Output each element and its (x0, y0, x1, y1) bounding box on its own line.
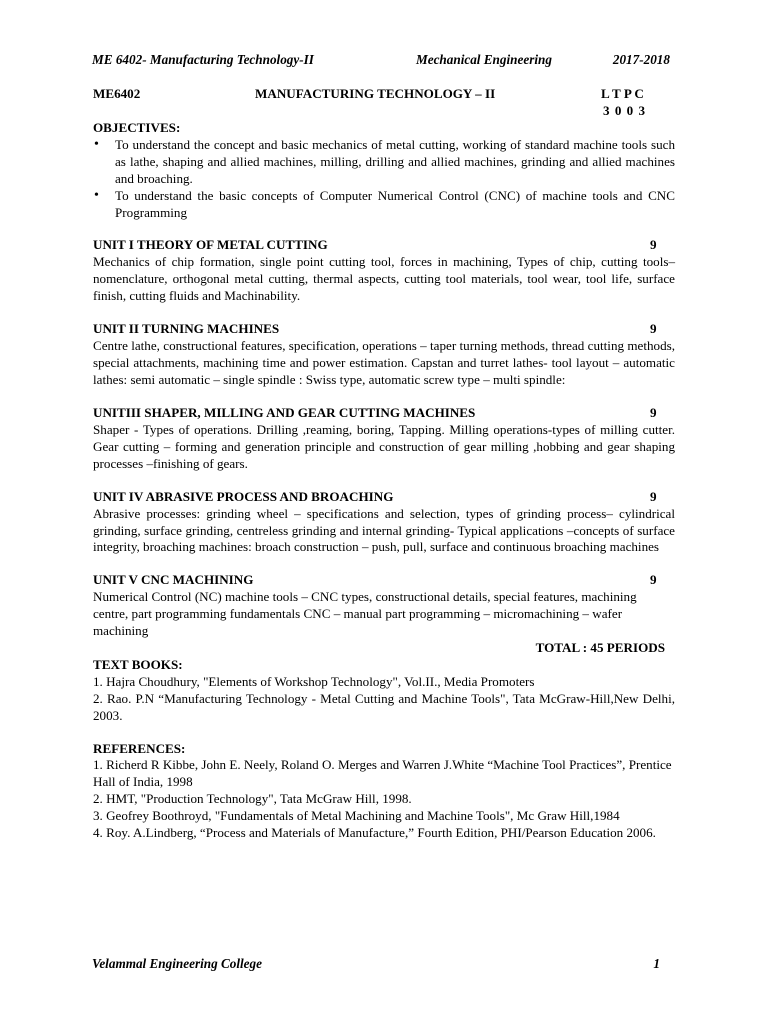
header-year: 2017-2018 (612, 52, 670, 67)
unit-1-content: Mechanics of chip formation, single point cutting tool, forces in machining, Types of chip, cutting tools– nomenclature, orthogonal metal cutting, thermal aspects, cutting tool materials, tool wear, tool life, surface finish, cutting fluids and Machinability. (93, 254, 675, 304)
course-title-row (93, 86, 675, 103)
unit-hours: 9 (650, 237, 657, 253)
page-number: 1 (653, 956, 660, 971)
unit-hours: 9 (650, 404, 657, 420)
unit-title: UNIT I THEORY OF METAL CUTTING (93, 237, 328, 253)
spacer (93, 725, 675, 741)
running-footer (92, 956, 660, 974)
unit-title: UNIT IV ABRASIVE PROCESS AND BROACHING (93, 488, 394, 504)
header-course: ME 6402- Manufacturing Technology-II (92, 52, 314, 67)
footer-college: Velammal Engineering College (92, 956, 262, 971)
objectives-heading: OBJECTIVES: (93, 120, 181, 135)
syllabus-body (93, 86, 675, 842)
course-code: ME6402 (93, 86, 141, 101)
references-heading: REFERENCES: (93, 740, 186, 756)
reference-item: 3. Geofrey Boothroyd, "Fundamentals of Metal Machining and Machine Tools", Mc Graw Hill,1984 (93, 808, 620, 824)
unit-2-content: Centre lathe, constructional features, specification, operations – taper turning methods, thread cutting methods, special attachments, machining time and power estimation. Capstan and turret lathes- tool layout – automatic lathes: semi automatic – single spindle : Swiss type, automatic screw type – multi spindle: (93, 338, 675, 387)
unit-title: UNITIII SHAPER, MILLING AND GEAR CUTTING MACHINES (93, 404, 476, 420)
unit-2-heading (93, 321, 675, 338)
unit-4-content: Abrasive processes: grinding wheel – specifications and selection, types of grinding process– cylindrical grinding, surface grinding, centreless grinding and internal grinding- Typical applications –concepts of surface integrity, broaching machines: broach construction – push, pull, surface and continuous broaching machines (93, 505, 675, 555)
unit-3-heading (93, 405, 675, 422)
unit-hours: 9 (650, 572, 657, 588)
reference-item: 4. Roy. A.Lindberg, “Process and Materials of Manufacture,” Fourth Edition, PHI/Pearson Education 2006. (93, 825, 656, 841)
unit-hours: 9 (650, 321, 657, 337)
objective-item: • To understand the basic concepts of Computer Numerical Control (CNC) of machine tools and CNC Programming (115, 188, 675, 222)
textbook-item: 1. Hajra Choudhury, "Elements of Workshop Technology", Vol.II., Media Promoters (93, 673, 535, 689)
reference-item: 1. Richerd R Kibbe, John E. Neely, Roland O. Merges and Warren J.White “Machine Tool Practices”, Prentice Hall of India, 1998 (93, 757, 672, 790)
unit-4-heading (93, 489, 675, 506)
reference-item: 2. HMT, "Production Technology", Tata McGraw Hill, 1998. (93, 791, 412, 807)
textbook-item: 2. Rao. P.N “Manufacturing Technology - Metal Cutting and Machine Tools", Tata McGraw-Hill,New Delhi, 2003. (93, 690, 675, 723)
ltpc-row (93, 103, 675, 120)
course-name: MANUFACTURING TECHNOLOGY – II (255, 86, 496, 101)
objective-item: • To understand the concept and basic mechanics of metal cutting, working of standard machine tools such as lathe, shaping and allied machines, milling, drilling and allied machines, grinding and allied machines and broaching. (115, 137, 675, 188)
ltpc-values: 3 0 0 3 (603, 103, 647, 118)
running-header (92, 52, 670, 70)
ltpc-label: L T P C (601, 86, 644, 101)
textbooks-heading: TEXT BOOKS: (93, 656, 183, 672)
header-department: Mechanical Engineering (416, 52, 552, 67)
unit-5-content: Numerical Control (NC) machine tools – CNC types, constructional details, special features, machining centre, part programming fundamentals CNC – manual part programming – micromachining – wafer machining (93, 589, 637, 639)
unit-3-content: Shaper - Types of operations. Drilling ,reaming, boring, Tapping. Milling operations-types of milling cutter. Gear cutting – forming and generation principle and construction of gear milling ,hobbing and gear shaping processes –finishing of gears. (93, 421, 675, 471)
unit-title: UNIT V CNC MACHINING (93, 572, 254, 588)
unit-title: UNIT II TURNING MACHINES (93, 321, 280, 337)
unit-1-heading (93, 237, 675, 254)
objectives-list (93, 137, 675, 222)
unit-hours: 9 (650, 488, 657, 504)
total-periods: TOTAL : 45 PERIODS (535, 640, 665, 656)
unit-5-heading (93, 572, 675, 589)
